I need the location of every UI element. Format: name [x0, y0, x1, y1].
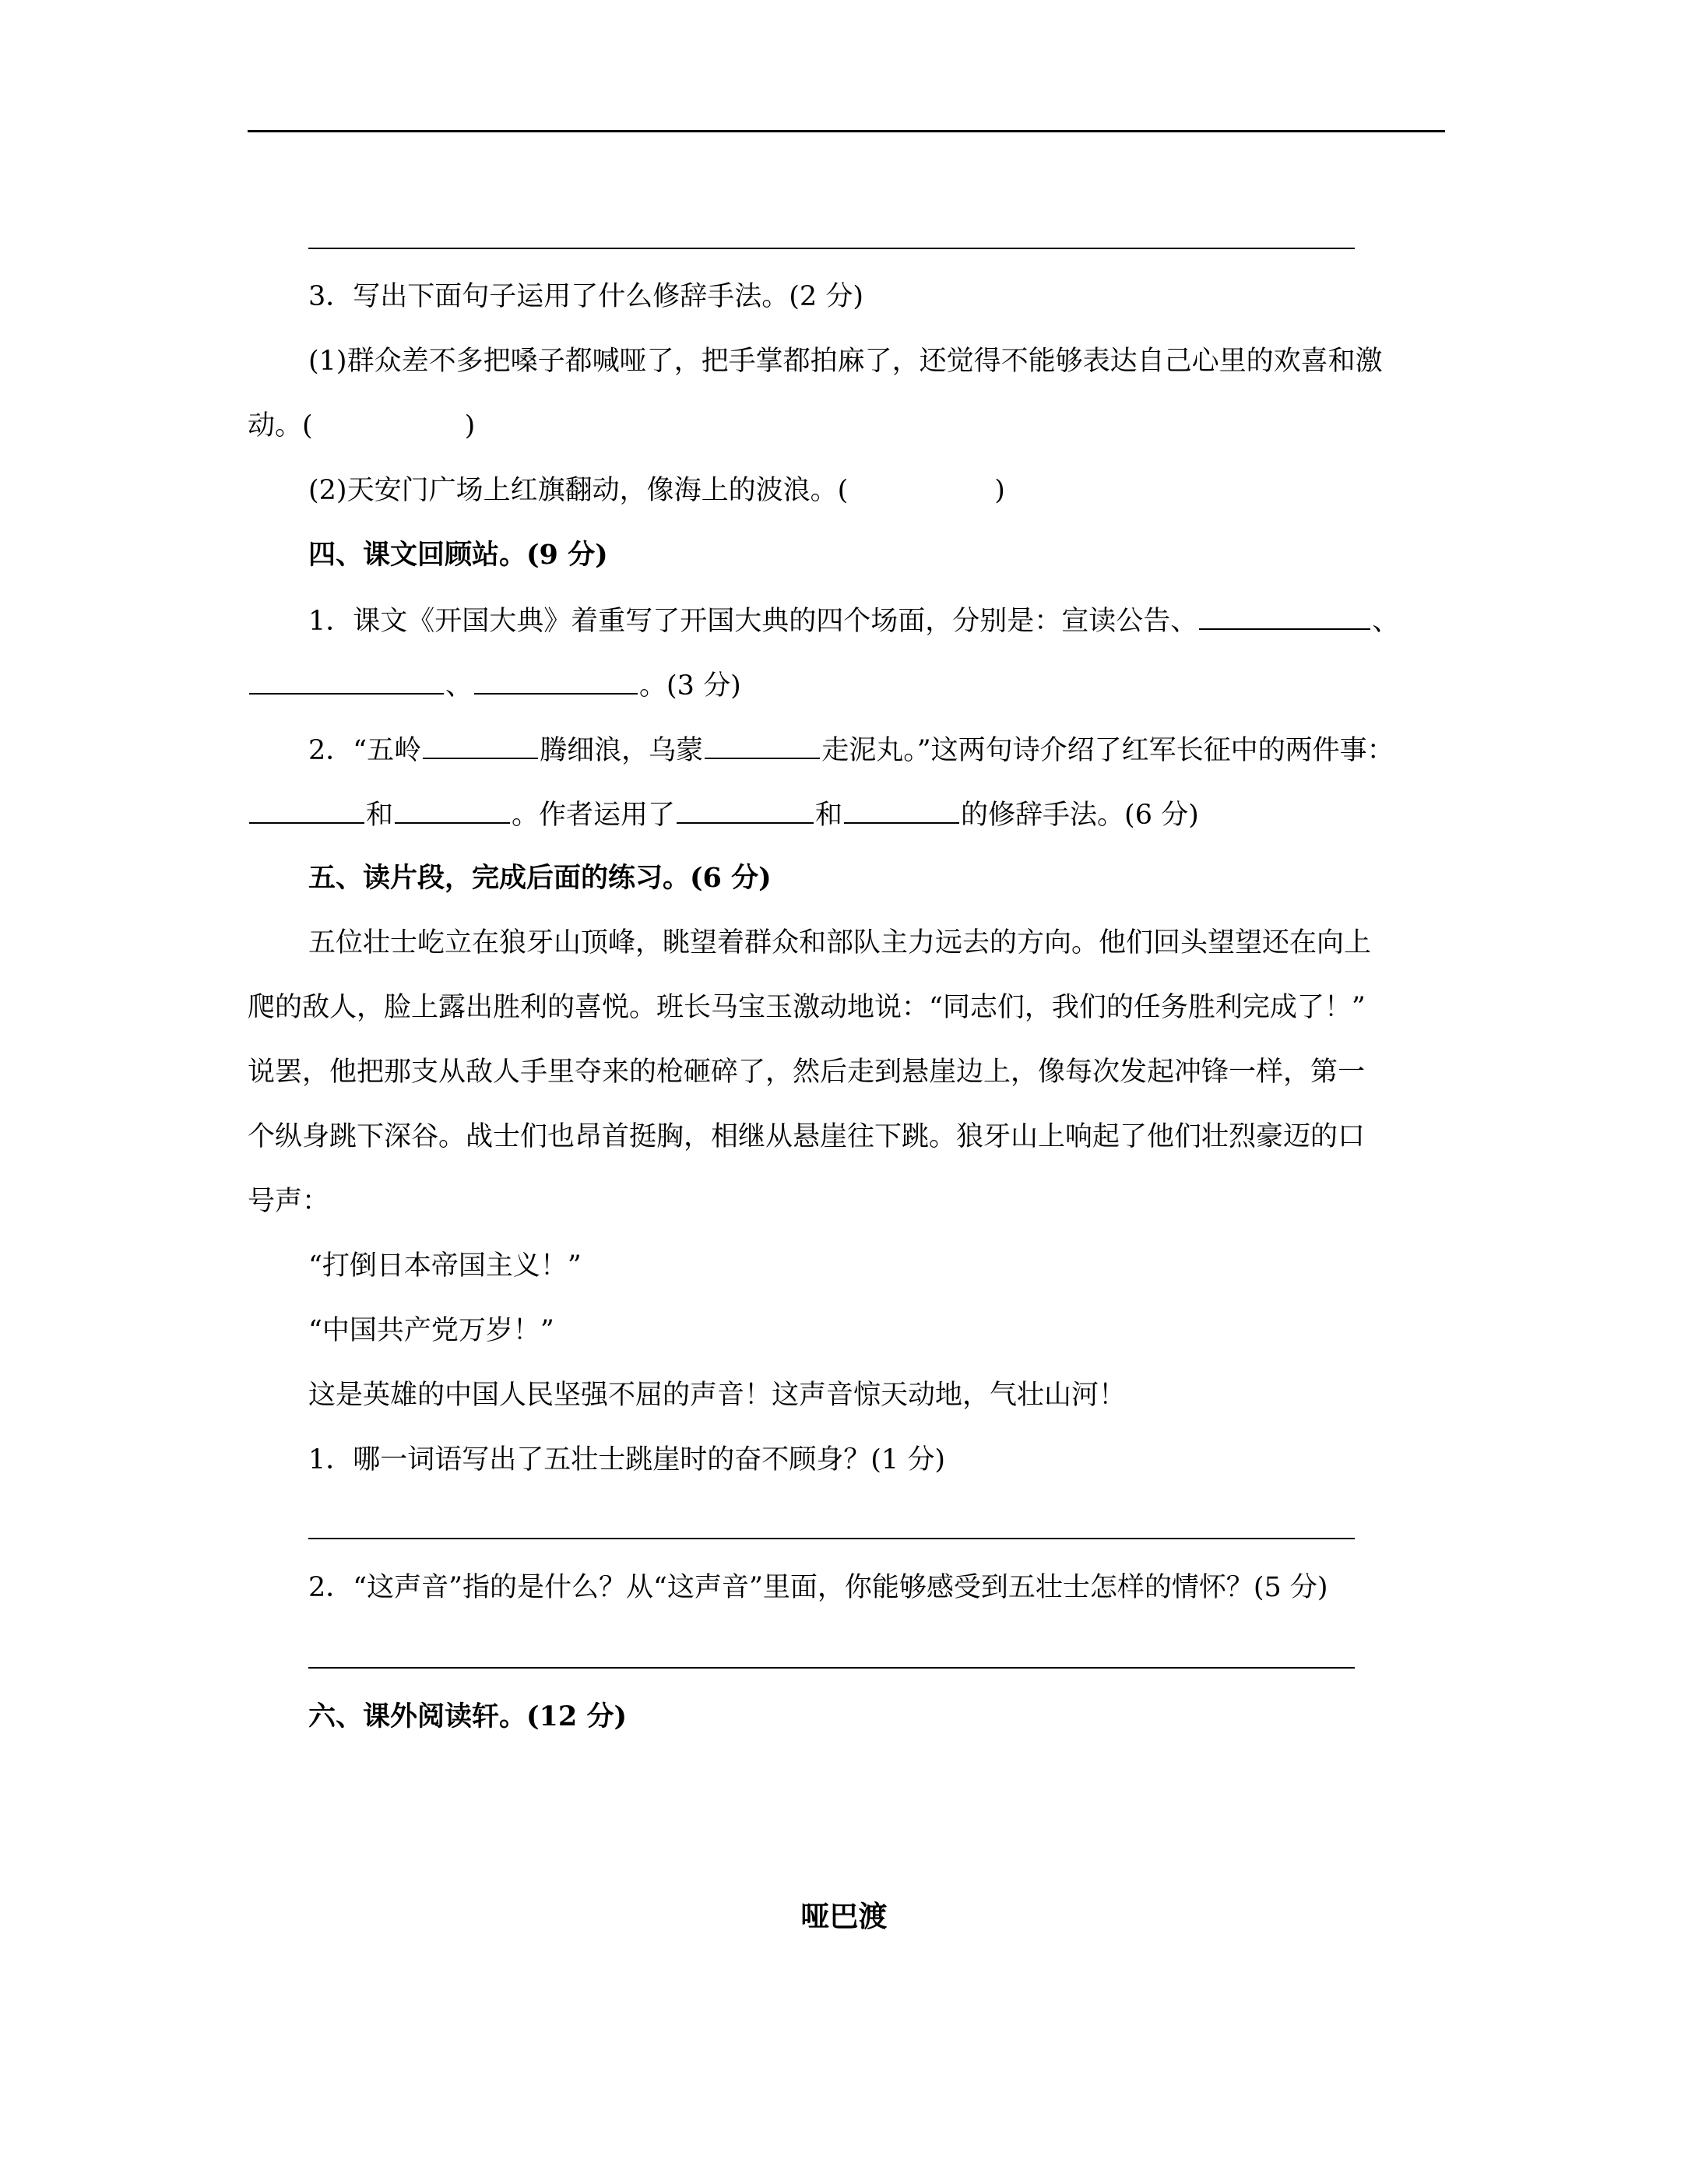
q3-sentence1-part2: [248, 406, 475, 445]
q3-sentence2-close: ): [994, 475, 1005, 506]
s4-q2-line1: [308, 730, 1394, 770]
answer-line[interactable]: [308, 1667, 1355, 1669]
fill-blank[interactable]: [1199, 600, 1370, 630]
s4-q2-b: 腾细浪，乌蒙: [540, 735, 704, 766]
s4-q1-tail: 。(3 分): [639, 670, 741, 702]
s4-q1-line1: [308, 600, 1399, 641]
fill-blank[interactable]: [249, 665, 444, 695]
s4-q1-text: 1．课文《开国大典》着重写了开国大典的四个场面，分别是：宣读公告、: [308, 606, 1198, 637]
s5-q1: 1．哪一词语写出了五壮士跳崖时的奋不顾身？(1 分): [308, 1444, 945, 1475]
s4-q2-g: 的修辞手法。(6 分): [961, 800, 1199, 831]
fill-blank[interactable]: [474, 665, 638, 695]
header-rule: [248, 130, 1445, 132]
passage-line: 个纵身跳下深谷。战士们也昂首挺胸，相继从悬崖往下跳。狼牙山上响起了他们壮烈豪迈的口: [248, 1121, 1366, 1152]
story-title: 哑巴渡: [800, 1899, 888, 1933]
fill-blank[interactable]: [395, 794, 510, 824]
s4-q1-sep: 、: [1372, 606, 1400, 637]
fill-blank[interactable]: [677, 794, 814, 824]
s4-q2-f: 和: [815, 800, 843, 831]
s4-q1-sep2: 、: [445, 670, 473, 702]
s4-q1-line2: [248, 665, 741, 705]
passage-line: 爬的敌人，脸上露出胜利的喜悦。班长马宝玉激动地说：“同志们，我们的任务胜利完成了！”: [248, 992, 1366, 1023]
fill-blank[interactable]: [705, 730, 820, 759]
s5-q2: 2．“这声音”指的是什么？从“这声音”里面，你能够感受到五壮士怎样的情怀？(5 分): [308, 1572, 1328, 1603]
section6-heading: 六、课外阅读轩。(12 分): [308, 1700, 628, 1732]
slogan-2: “中国共产党万岁！”: [308, 1315, 554, 1346]
q3-prompt: 3．写出下面句子运用了什么修辞手法。(2 分): [308, 281, 863, 312]
q3-sentence2-text: (2)天安门广场上红旗翻动，像海上的波浪。(: [308, 475, 849, 506]
passage-line: 号声：: [248, 1186, 330, 1217]
fill-blank[interactable]: [844, 794, 959, 824]
passage-line: 说罢，他把那支从敌人手里夺来的枪砸碎了，然后走到悬崖边上，像每次发起冲锋一样，第一: [248, 1057, 1366, 1088]
passage-closing: 这是英雄的中国人民坚强不屈的声音！这声音惊天动地，气壮山河！: [308, 1380, 1127, 1411]
q3-sentence2: [308, 471, 1005, 510]
s4-q2-e: 。作者运用了: [512, 800, 676, 831]
s4-q2-d: 和: [366, 800, 394, 831]
fill-blank[interactable]: [423, 730, 538, 759]
slogan-1: “打倒日本帝国主义！”: [308, 1250, 582, 1282]
section5-heading: 五、读片段，完成后面的练习。(6 分): [308, 862, 772, 894]
fill-blank[interactable]: [249, 794, 364, 824]
q3-sentence1-close: ): [464, 410, 476, 441]
s4-q2-c: 走泥丸。”这两句诗介绍了红军长征中的两件事：: [821, 735, 1394, 766]
s4-q2-a: 2．“五岭: [308, 735, 422, 766]
section4-heading: 四、课文回顾站。(9 分): [308, 539, 608, 571]
passage-line: 五位壮士屹立在狼牙山顶峰，眺望着群众和部队主力远去的方向。他们回头望望还在向上: [308, 927, 1372, 958]
s4-q2-line2: [248, 794, 1199, 835]
answer-line[interactable]: [308, 248, 1355, 249]
q3-sentence1-part1: (1)群众差不多把嗓子都喊哑了，把手掌都拍麻了，还觉得不能够表达自己心里的欢喜和激: [308, 346, 1383, 377]
answer-line[interactable]: [308, 1538, 1355, 1539]
q3-sentence1-open: 动。(: [248, 410, 313, 441]
